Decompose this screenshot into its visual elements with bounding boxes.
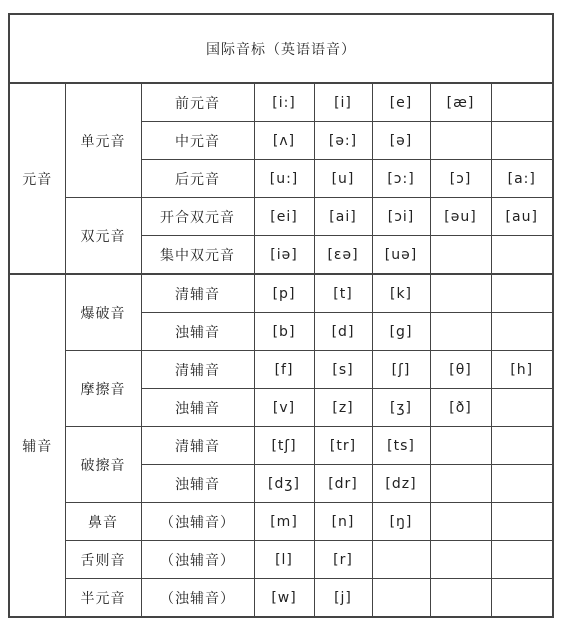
group-lateral: 舌则音 [65,541,141,579]
phoneme-cell [491,465,553,503]
phoneme-cell [491,541,553,579]
phoneme-cell: [m] [254,503,314,541]
subgroup-label: （浊辅音） [141,541,254,579]
phoneme-cell: [h] [491,351,553,389]
subgroup-label: （浊辅音） [141,503,254,541]
phoneme-cell: [ʌ] [254,122,314,160]
phoneme-cell: [z] [314,389,372,427]
phoneme-cell: [g] [372,313,430,351]
phoneme-cell: [æ] [430,83,491,122]
phoneme-cell: [dz] [372,465,430,503]
phoneme-cell: [n] [314,503,372,541]
category-vowels: 元音 [9,83,65,274]
phoneme-cell: [l] [254,541,314,579]
subgroup-label: 开合双元音 [141,198,254,236]
phoneme-cell: [k] [372,274,430,313]
subgroup-label: 集中双元音 [141,236,254,275]
phoneme-cell: [əu] [430,198,491,236]
phoneme-cell: [ŋ] [372,503,430,541]
table-row [9,83,553,122]
group-semivowel: 半元音 [65,579,141,618]
phoneme-cell: [εə] [314,236,372,275]
phoneme-cell: [ə:] [314,122,372,160]
subgroup-label: 后元音 [141,160,254,198]
subgroup-label: 清辅音 [141,351,254,389]
phoneme-cell: [f] [254,351,314,389]
group-fricatives: 摩擦音 [65,351,141,427]
phoneme-cell: [i:] [254,83,314,122]
group-monophthongs: 单元音 [65,83,141,198]
phoneme-cell: [v] [254,389,314,427]
phoneme-cell: [ts] [372,427,430,465]
ipa-table-container [8,13,554,618]
phoneme-cell [430,236,491,275]
subgroup-label: 浊辅音 [141,313,254,351]
phoneme-cell [491,274,553,313]
table-row [9,351,553,389]
phoneme-cell [491,83,553,122]
table-title: 国际音标（英语语音） [9,14,553,83]
phoneme-cell: [uə] [372,236,430,275]
phoneme-cell [491,236,553,275]
phoneme-cell: [w] [254,579,314,618]
phoneme-cell: [dr] [314,465,372,503]
phoneme-cell [491,122,553,160]
phoneme-cell: [tr] [314,427,372,465]
subgroup-label: 浊辅音 [141,389,254,427]
group-plosives: 爆破音 [65,274,141,351]
phoneme-cell: [θ] [430,351,491,389]
subgroup-label: 前元音 [141,83,254,122]
phoneme-cell: [u] [314,160,372,198]
phoneme-cell: [ɔ] [430,160,491,198]
phoneme-cell [430,503,491,541]
phoneme-cell: [t] [314,274,372,313]
phoneme-cell: [r] [314,541,372,579]
phoneme-cell [430,274,491,313]
phoneme-cell: [p] [254,274,314,313]
phoneme-cell [430,313,491,351]
phoneme-cell [491,427,553,465]
subgroup-label: 浊辅音 [141,465,254,503]
phoneme-cell [372,541,430,579]
phoneme-cell: [tʃ] [254,427,314,465]
phoneme-cell: [ð] [430,389,491,427]
phoneme-cell [372,579,430,618]
phoneme-cell [430,465,491,503]
phoneme-cell: [d] [314,313,372,351]
table-row [9,274,553,313]
subgroup-label: 清辅音 [141,274,254,313]
ipa-table [8,13,554,618]
phoneme-cell: [ʒ] [372,389,430,427]
phoneme-cell: [i] [314,83,372,122]
phoneme-cell [430,541,491,579]
phoneme-cell [430,579,491,618]
phoneme-cell: [ʃ] [372,351,430,389]
table-row [9,503,553,541]
phoneme-cell: [j] [314,579,372,618]
phoneme-cell: [s] [314,351,372,389]
group-diphthongs: 双元音 [65,198,141,275]
phoneme-cell [430,427,491,465]
phoneme-cell [491,313,553,351]
phoneme-cell [491,389,553,427]
subgroup-label: 中元音 [141,122,254,160]
phoneme-cell: [ai] [314,198,372,236]
category-consonants: 辅音 [9,274,65,617]
table-row [9,427,553,465]
phoneme-cell: [ɔi] [372,198,430,236]
phoneme-cell [491,503,553,541]
phoneme-cell: [au] [491,198,553,236]
table-row [9,541,553,579]
phoneme-cell [491,579,553,618]
phoneme-cell: [u:] [254,160,314,198]
phoneme-cell: [ɔ:] [372,160,430,198]
phoneme-cell: [iə] [254,236,314,275]
table-row [9,198,553,236]
phoneme-cell [430,122,491,160]
phoneme-cell: [e] [372,83,430,122]
phoneme-cell: [dʒ] [254,465,314,503]
phoneme-cell: [a:] [491,160,553,198]
table-row [9,579,553,618]
subgroup-label: （浊辅音） [141,579,254,618]
phoneme-cell: [b] [254,313,314,351]
phoneme-cell: [ə] [372,122,430,160]
subgroup-label: 清辅音 [141,427,254,465]
phoneme-cell: [ei] [254,198,314,236]
group-nasal: 鼻音 [65,503,141,541]
group-affricates: 破擦音 [65,427,141,503]
